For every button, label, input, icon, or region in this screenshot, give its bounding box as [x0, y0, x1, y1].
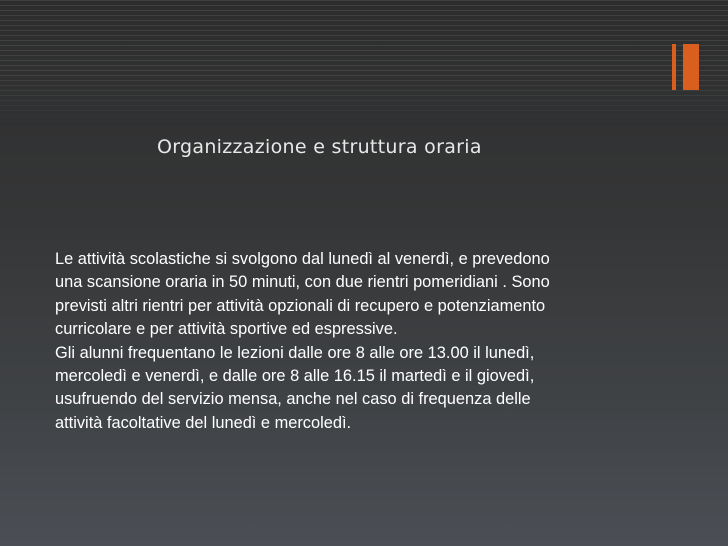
- body-text-line: Gli alunni frequentano le lezioni dalle ore 8 alle ore 13.00 il lunedì,: [55, 343, 535, 362]
- slide-body-text: [55, 248, 695, 435]
- body-text-line: attività facoltative del lunedì e mercoledì.: [55, 413, 352, 432]
- body-text-line: una scansione oraria in 50 minuti, con due rientri pomeridiani . Sono: [55, 273, 550, 292]
- accent-bar-thick: [683, 44, 699, 90]
- header-stripes-decoration: [0, 0, 728, 125]
- body-text-line: mercoledì e venerdì, e dalle ore 8 alle 16.15 il martedì e il giovedì,: [55, 367, 535, 386]
- body-text-line: Le attività scolastiche si svolgono dal lunedì al venerdì, e prevedono: [55, 250, 550, 268]
- body-text-line: usufruendo del servizio mensa, anche nel caso di frequenza delle: [55, 390, 531, 409]
- accent-bar-thin: [672, 44, 676, 90]
- slide-title: Organizzazione e struttura oraria: [157, 136, 482, 158]
- body-text-line: previsti altri rientri per attività opzionali di recupero e potenziamento: [55, 296, 546, 315]
- body-text-line: curricolare e per attività sportive ed espressive.: [55, 320, 398, 339]
